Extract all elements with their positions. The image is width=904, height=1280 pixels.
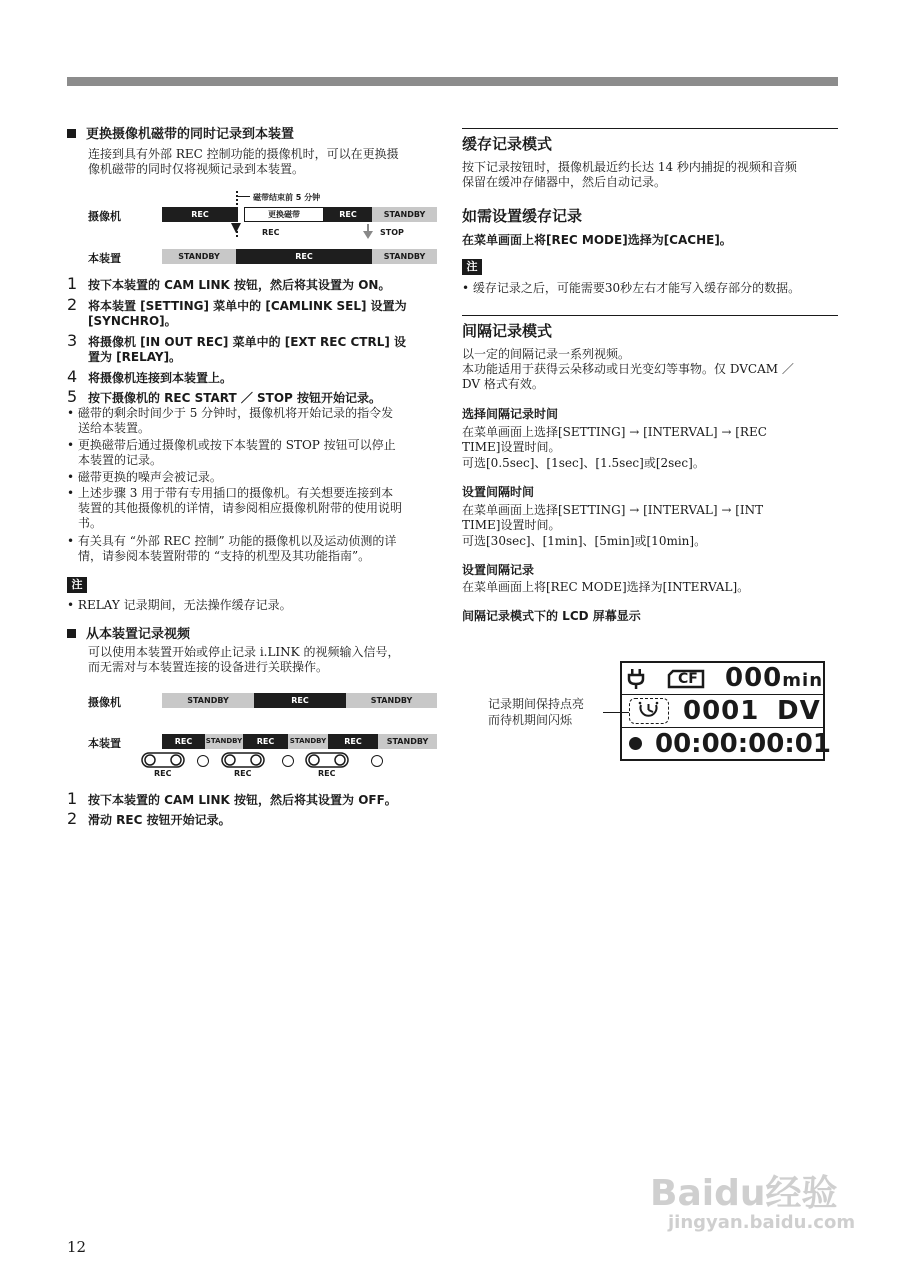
rec-time-line: 可选[0.5sec]、[1sec]、[1.5sec]或[2sec]。 [462, 456, 705, 470]
rec-slider-icon [141, 752, 185, 768]
bullet-item-cont: 情，请参阅本装置附带的 “支持的机型及其功能指南”。 [78, 549, 371, 563]
segment-standby: STANDBY [162, 693, 254, 708]
segment-standby: STANDBY [288, 734, 328, 749]
heading-int-time: 设置间隔时间 [462, 485, 535, 499]
lcd-min-unit: min [782, 670, 824, 691]
diagram-row-label-device: 本装置 [88, 252, 121, 265]
heading-set-interval-rec: 设置间隔记录 [462, 563, 535, 577]
segment-tape-change: 更换磁带 [244, 207, 324, 222]
section-title-camera-tape: 更换摄像机磁带的同时记录到本装置 [67, 127, 294, 143]
step-item: 2 滑动 REC 按钮开始记录。 [67, 809, 231, 828]
step-item-cont: 置为 [RELAY]。 [88, 350, 182, 364]
section-rule [462, 315, 838, 316]
segment-standby: STANDBY [162, 249, 236, 264]
heading-rec-time: 选择间隔记录时间 [462, 407, 559, 421]
set-interval-rec-line: 在菜单画面上将[REC MODE]选择为[INTERVAL]。 [462, 580, 750, 594]
step-item: 1 按下本装置的 CAM LINK 按钮，然后将其设置为 ON。 [67, 274, 391, 293]
diagram-camlink [0, 0, 904, 280]
record-dot-icon [629, 737, 642, 750]
segment-rec: REC [162, 207, 238, 222]
segment-rec: REC [236, 249, 372, 264]
bullet-item: • 更换磁带后通过摄像机或按下本装置的 STOP 按钮可以停止 [67, 438, 396, 452]
step-item: 3 将摄像机 [IN OUT REC] 菜单中的 [EXT REC CTRL] 设 [67, 331, 407, 350]
bullet-item-cont: 本装置的记录。 [78, 453, 163, 467]
diagram-mid-label-stop: STOP [380, 228, 404, 237]
lcd-callout-line: 记录期间保持点亮 [488, 697, 585, 711]
step-item-cont: [SYNCHRO]。 [88, 314, 177, 328]
section-intro-line: 而无需对与本装置连接的设备进行关联操作。 [88, 660, 329, 674]
segment-rec: REC [324, 207, 372, 222]
bullet-item: • 上述步骤 3 用于带有专用插口的摄像机。有关想要连接到本 [67, 486, 394, 500]
segment-standby: STANDBY [346, 693, 437, 708]
note-text: • RELAY 记录期间，无法操作缓存记录。 [67, 598, 292, 612]
stop-button-icon [371, 755, 383, 767]
cache-setup-text: 在菜单画面上将[REC MODE]选择为[CACHE]。 [462, 233, 732, 247]
note-text: • 缓存记录之后，可能需要30秒左右才能写入缓存部分的数据。 [462, 281, 801, 295]
lcd-timecode: 00:00:00:01 [655, 729, 831, 759]
square-bullet-icon [67, 629, 76, 638]
diagram-note-top: 磁带结束前 5 分钟 [253, 193, 321, 202]
cache-text-line: 保留在缓冲存储器中，然后自动记录。 [462, 175, 667, 189]
rec-slider-icon [221, 752, 265, 768]
section-rule [462, 128, 838, 129]
diagram-row-label-device: 本装置 [88, 737, 121, 750]
rec-slider-label: REC [234, 769, 252, 778]
lcd-format: DV [777, 696, 821, 726]
section-intro-line: 可以使用本装置开始或停止记录 i.LINK 的视频输入信号， [88, 645, 400, 659]
lcd-count: 0001 [683, 696, 760, 726]
bullet-item-cont: 书。 [78, 516, 103, 530]
page-number: 12 [67, 1238, 87, 1256]
cache-text-line: 按下记录按钮时，摄像机最近约长达 14 秒内捕捉的视频和音频 [462, 160, 797, 174]
diagram-row-label-camera: 摄像机 [88, 696, 121, 709]
int-time-line: 在菜单画面上选择[SETTING] → [INTERVAL] → [INT [462, 503, 764, 517]
heading-cache-setup: 如需设置缓存记录 [462, 207, 583, 225]
arrow-down-icon [231, 223, 241, 233]
watermark-brand: Baidu经验 [650, 1173, 838, 1214]
lcd-minutes: 000min [725, 663, 824, 693]
section-intro-line: 连接到具有外部 REC 控制功能的摄像机时，可以在更换摄 [88, 147, 399, 161]
step-item: 4 将摄像机连接到本装置上。 [67, 367, 233, 386]
bullet-item-cont: 送给本装置。 [78, 421, 151, 435]
rec-slider-label: REC [318, 769, 336, 778]
int-time-line: 可选[30sec]、[1min]、[5min]或[10min]。 [462, 534, 707, 548]
segment-rec: REC [162, 734, 205, 749]
cf-label: CF [678, 671, 698, 687]
diagram-mid-label-rec: REC [262, 228, 280, 237]
diagram-row-label-camera: 摄像机 [88, 210, 121, 223]
heading-cache-mode: 缓存记录模式 [462, 135, 553, 153]
note-tag: 注 [67, 577, 87, 593]
segment-rec: REC [328, 734, 378, 749]
watermark-url: jingyan.baidu.com [668, 1212, 856, 1233]
segment-rec: REC [254, 693, 346, 708]
segment-standby: STANDBY [205, 734, 243, 749]
rec-time-line: 在菜单画面上选择[SETTING] → [INTERVAL] → [REC [462, 425, 767, 439]
lcd-divider [622, 727, 823, 728]
segment-standby: STANDBY [372, 207, 437, 222]
rec-time-line: TIME]设置时间。 [462, 440, 561, 454]
lcd-callout-line: 而待机期间闪烁 [488, 713, 573, 727]
interval-text-line: 以一定的间隔记录一系列视频。 [462, 347, 631, 361]
stop-button-icon [282, 755, 294, 767]
power-plug-icon [627, 668, 645, 690]
segment-standby: STANDBY [378, 734, 437, 749]
heading-lcd-display: 间隔记录模式下的 LCD 屏幕显示 [462, 609, 641, 623]
rec-slider-label: REC [154, 769, 172, 778]
stop-button-icon [197, 755, 209, 767]
section-intro-line: 像机磁带的同时仅将视频记录到本装置。 [88, 162, 305, 176]
interval-text-line: 本功能适用于获得云朵移动或日光变幻等事物。仅 DVCAM ／ [462, 362, 794, 376]
diagram-note-leader [238, 196, 250, 197]
bullet-item: • 磁带的剩余时间少于 5 分钟时，摄像机将开始记录的指令发 [67, 406, 394, 420]
step-item: 2 将本装置 [SETTING] 菜单中的 [CAMLINK SEL] 设置为 [67, 295, 407, 314]
section-title-record-from-device: 从本装置记录视频 [67, 627, 190, 643]
arrow-down-icon [363, 231, 373, 239]
cf-card-icon [667, 669, 705, 689]
bullet-item-cont: 装置的其他摄像机的详情，请参阅相应摄像机附带的使用说明 [78, 501, 403, 515]
segment-standby: STANDBY [372, 249, 437, 264]
rec-slider-icon [305, 752, 349, 768]
heading-interval-mode: 间隔记录模式 [462, 322, 553, 340]
bullet-item: • 磁带更换的噪声会被记录。 [67, 470, 222, 484]
note-tag: 注 [462, 259, 482, 275]
step-item: 5 按下摄像机的 REC START ／ STOP 按钮开始记录。 [67, 387, 382, 406]
bullet-item: • 有关具有 “外部 REC 控制” 功能的摄像机以及运动侦测的详 [67, 534, 397, 548]
lcd-screen [620, 661, 831, 761]
step-item: 1 按下本装置的 CAM LINK 按钮，然后将其设置为 OFF。 [67, 789, 397, 808]
interval-timer-icon [629, 698, 669, 724]
interval-text-line: DV 格式有效。 [462, 377, 544, 391]
segment-rec: REC [243, 734, 288, 749]
int-time-line: TIME]设置时间。 [462, 518, 561, 532]
